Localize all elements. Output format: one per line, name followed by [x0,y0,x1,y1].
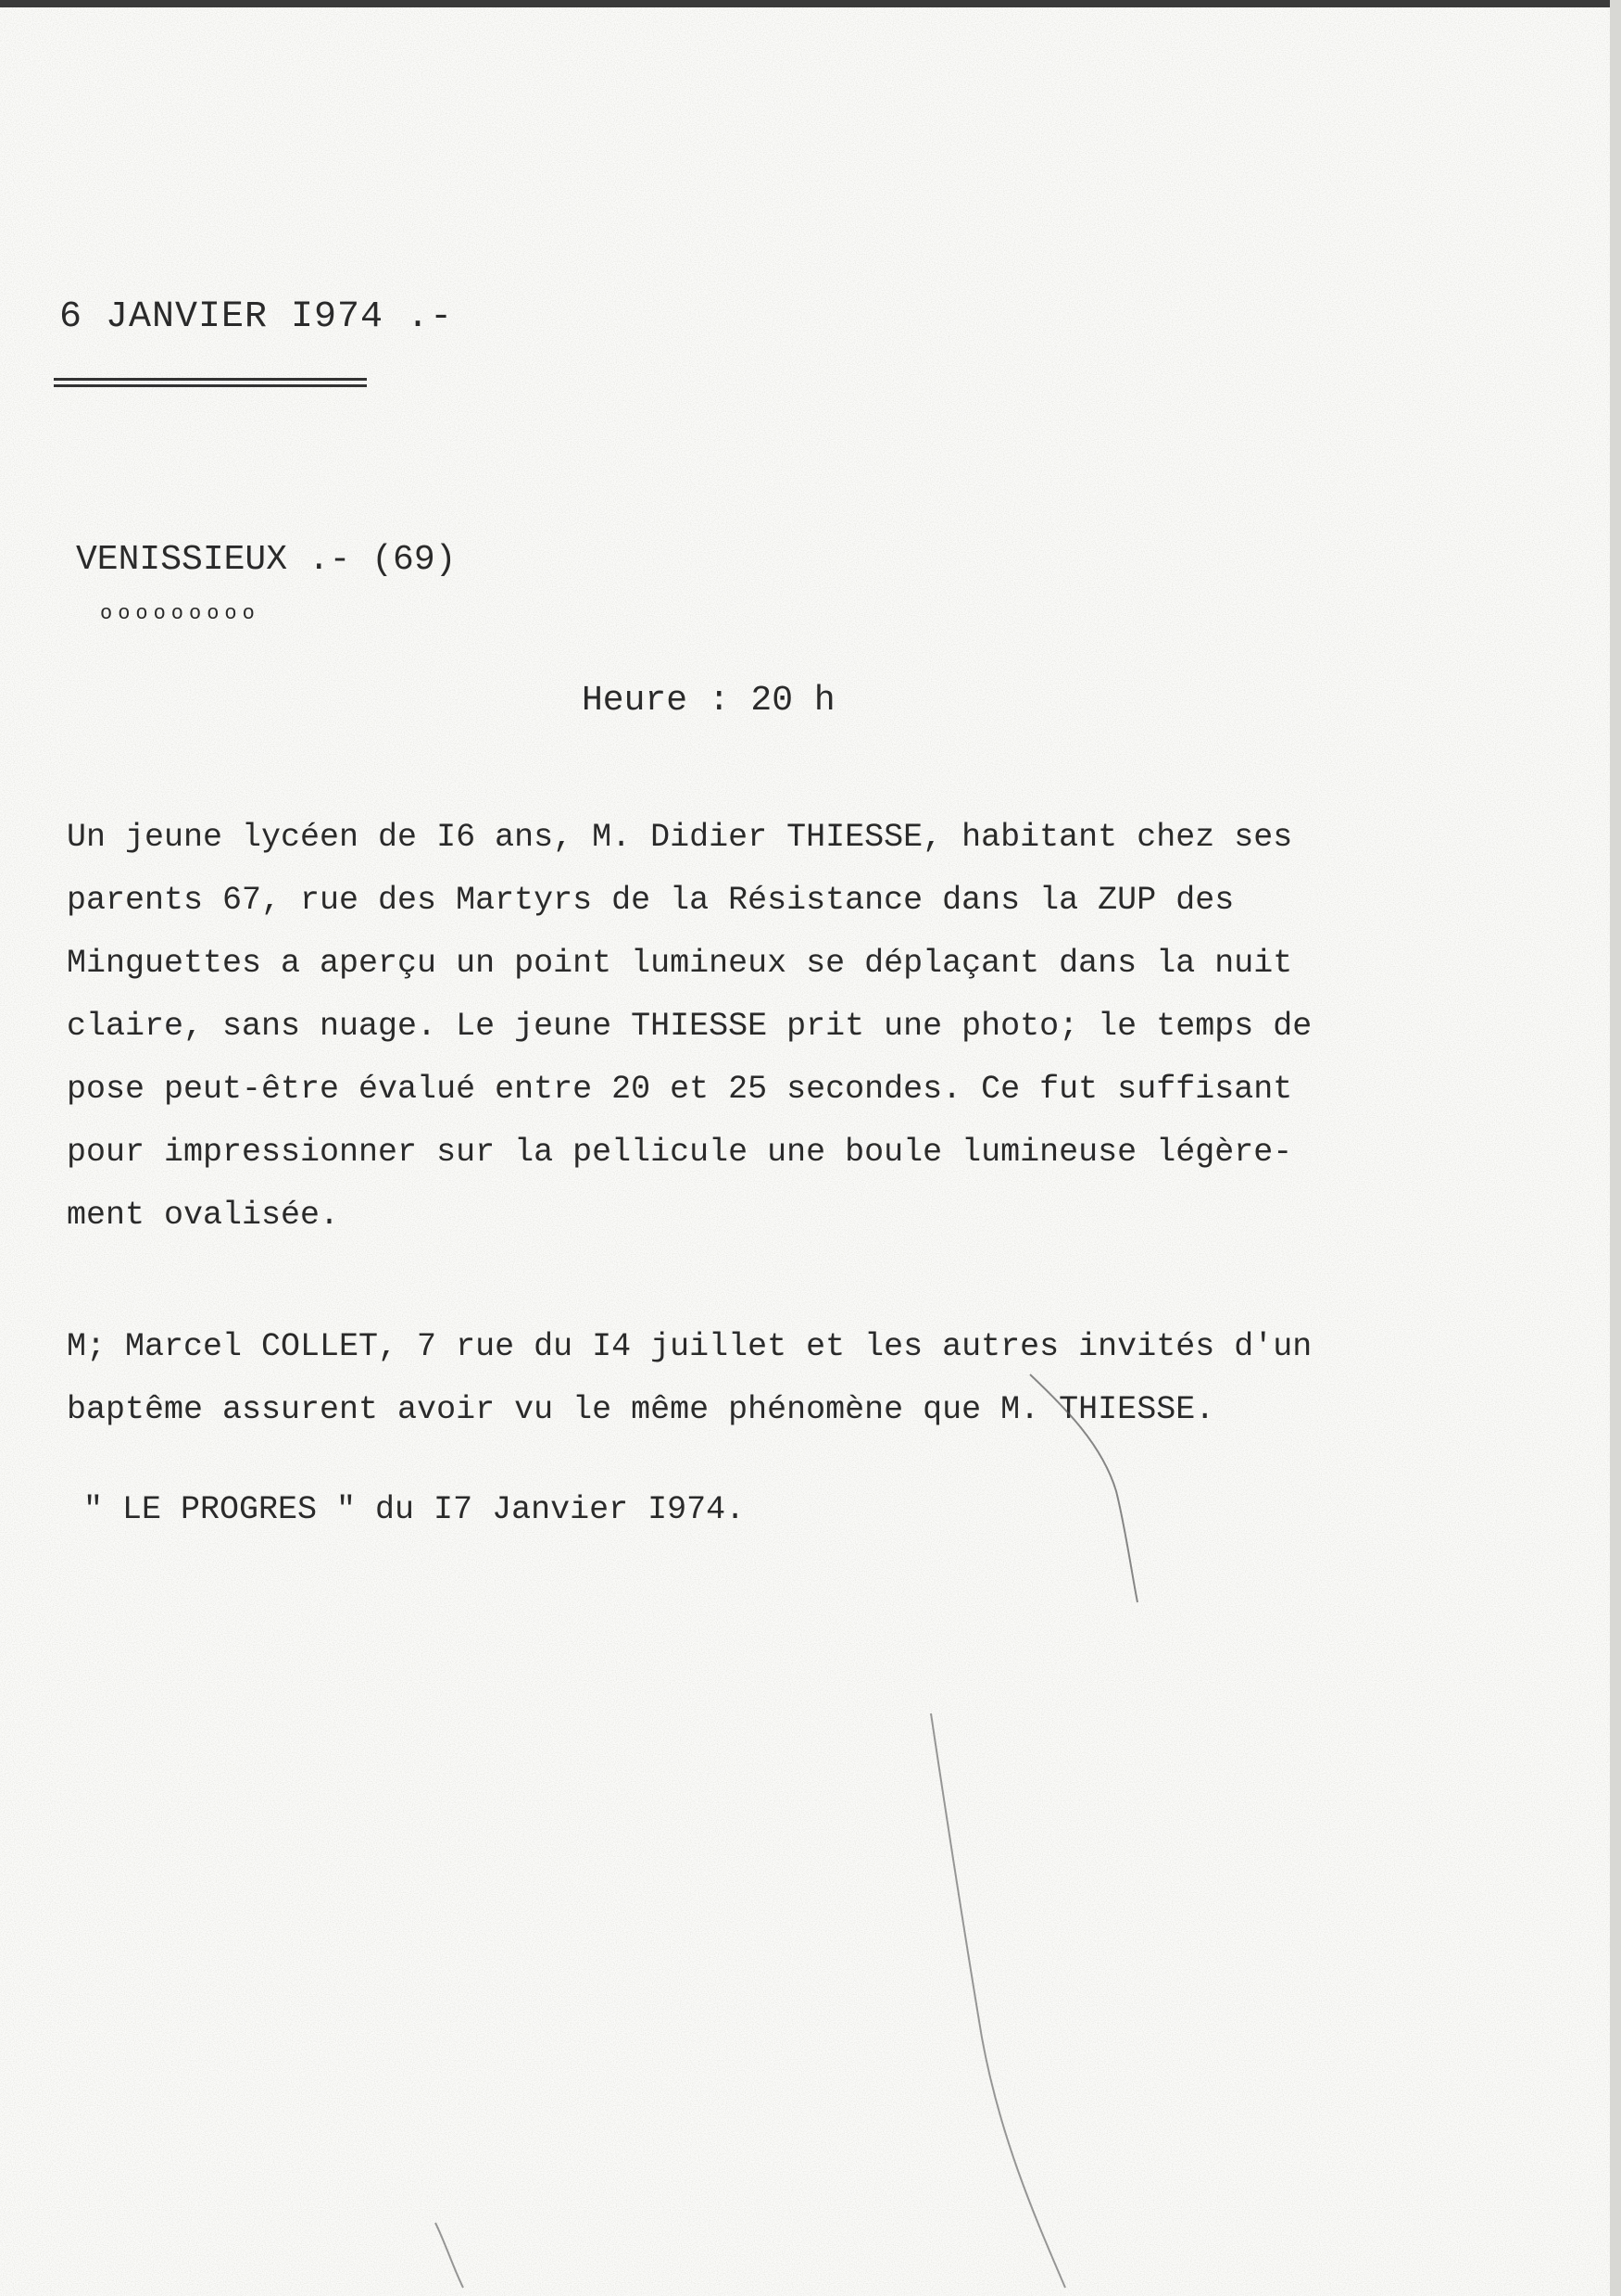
text-line: pose peut-être évalué entre 20 et 25 secondes. Ce fut suffisant [67,1071,1293,1108]
report-paragraph [67,806,1484,1247]
text-line: pour impressionner sur la pellicule une boule lumineuse légère- [67,1134,1293,1171]
witness-paragraph [67,1315,1484,1441]
text-line: ment ovalisée. [67,1197,340,1234]
source-citation: " LE PROGRES " du I7 Janvier I974. [83,1491,746,1528]
text-line: claire, sans nuage. Le jeune THIESSE prit une photo; le temps de [67,1008,1313,1045]
place-heading: VENISSIEUX .- (69) [76,540,457,580]
date-underline [54,378,367,387]
right-scan-edge [1610,0,1621,2296]
date-heading: 6 JANVIER I974 .- [59,296,454,338]
text-line: Un jeune lycéen de I6 ans, M. Didier THIESSE, habitant chez ses [67,819,1293,856]
time-line: Heure : 20 h [582,681,836,721]
text-line: M; Marcel COLLET, 7 rue du I4 juillet et les autres invités d'un [67,1328,1313,1365]
text-line: baptême assurent avoir vu le même phénomène que M. THIESSE. [67,1391,1215,1428]
place-underline: ooooooooo [100,602,260,625]
text-line: Minguettes a aperçu un point lumineux se déplaçant dans la nuit [67,945,1293,982]
text-line: parents 67, rue des Martyrs de la Résistance dans la ZUP des [67,882,1235,919]
top-scan-border [0,0,1621,7]
